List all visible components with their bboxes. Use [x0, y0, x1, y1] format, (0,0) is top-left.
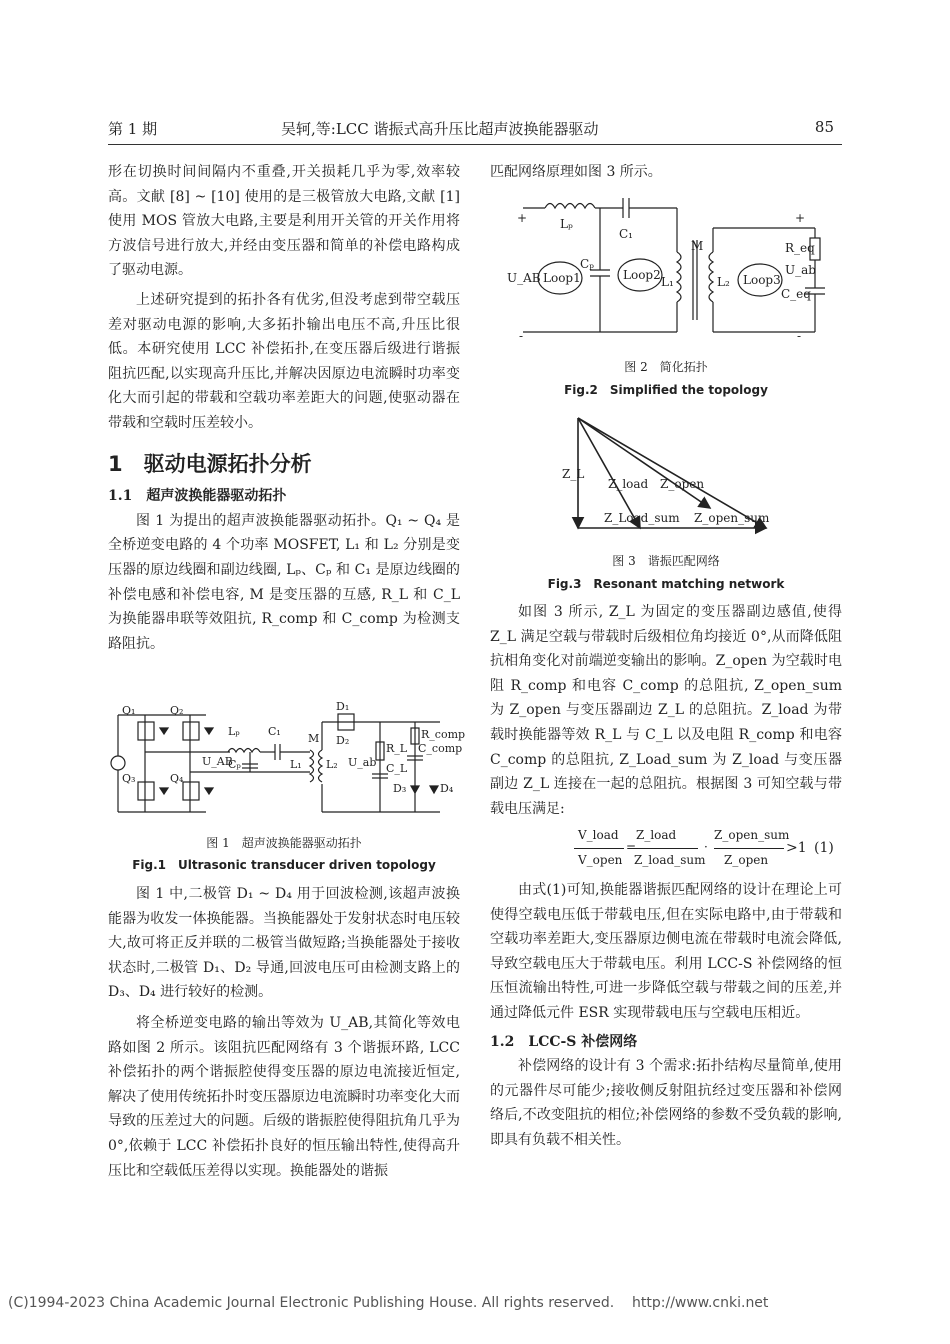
label-loop2: Loop2 — [623, 268, 661, 282]
subsection-heading: 1.2 LCC-S 补偿网络 — [490, 1033, 638, 1050]
label-minus-left: - — [519, 329, 524, 343]
label-l1: L₁ — [290, 758, 302, 771]
copyright-footer — [8, 1295, 768, 1311]
label-rl: R_L — [386, 742, 408, 755]
copyright-text: (C)1994-2023 China Academic Journal Electronic Publishing House. All rights reserved. — [8, 1295, 615, 1311]
label-d2: D₂ — [336, 734, 350, 747]
right-column-top — [490, 160, 842, 185]
eq-gt1: >1 — [786, 840, 807, 856]
label-req: R_eq — [785, 241, 815, 255]
footer-url[interactable]: http://www.cnki.net — [632, 1295, 769, 1311]
fig3-caption-cn: 图 3 谐振匹配网络 — [612, 554, 720, 568]
label-q3: Q₃ — [122, 772, 136, 785]
paragraph: 如图 3 所示, Z_L 为固定的变压器副边感值,使得 Z_L 满足空载与带载时后级相位角均接近 0°,从而降低阻抗相角变化对前端逆变输出的影响。Z_open 为空载时电阻 R_comp 和电容 C_comp 的总阻抗, Z_open_sum 为 Z_open 与变压器副边 Z_L 的总阻抗。Z_load 为带载时换能器等效 R_L 与 C_L 以及电阻 R_comp 和电容 C_comp 的总阻抗, Z_Load_sum 为 Z_load 与变压器副边 Z_L 连接在一起的总阻抗。根据图 3 可知空载与带载电压满足: — [490, 604, 842, 817]
fig1-caption-cn: 图 1 超声波换能器驱动拓扑 — [206, 836, 362, 850]
label-q2: Q₂ — [170, 704, 184, 717]
label-uab: U_AB — [507, 271, 541, 285]
label-lp: Lₚ — [228, 725, 240, 738]
label-m: M — [691, 239, 704, 253]
label-cp: Cₚ — [228, 758, 241, 771]
label-q4: Q₄ — [170, 772, 184, 785]
label-cp: Cₚ — [580, 257, 594, 271]
label-cl: C_L — [386, 762, 408, 775]
eq-dot: · — [704, 840, 708, 854]
label-zopen: Z_open — [660, 477, 705, 491]
right-column-bottom — [490, 878, 842, 1153]
label-q1: Q₁ — [122, 704, 136, 717]
fig2-caption-cn: 图 2 简化拓扑 — [624, 360, 708, 374]
eq-z-load-sum: Z_load_sum — [634, 853, 706, 867]
paragraph: 形在切换时间间隔内不重叠,开关损耗几乎为零,效率较高。文献 [8] ~ [10] 使用的是三极管放大电路,文献 [1] 使用 MOS 管放大电路,主要是利用开关管的开关作用将方波信号进行放大,并经由变压器和简单的补偿电路构成了驱动电源。 — [108, 164, 460, 279]
label-zopen-sum: Z_open_sum — [694, 511, 770, 525]
label-d1: D₁ — [336, 700, 350, 713]
label-zl: Z_L — [562, 467, 585, 481]
label-lp: Lₚ — [560, 217, 573, 231]
page-number: 85 — [814, 118, 834, 136]
paragraph: 匹配网络原理如图 3 所示。 — [490, 164, 662, 180]
label-loop3: Loop3 — [743, 273, 781, 287]
fig1-caption-en: Fig.1 Ultrasonic transducer driven topology — [132, 858, 436, 872]
left-column-bottom — [108, 882, 460, 1183]
label-l2: L₂ — [326, 758, 338, 771]
label-c1: C₁ — [619, 227, 633, 241]
subsection-heading: 1.1 超声波换能器驱动拓扑 — [108, 488, 287, 505]
eq-z-open: Z_open — [724, 853, 769, 867]
label-loop1: Loop1 — [543, 271, 581, 285]
eq-equals: = — [626, 840, 637, 854]
label-d4: D₄ — [440, 782, 454, 795]
paragraph: 图 1 为提出的超声波换能器驱动拓扑。Q₁ ~ Q₄ 是全桥逆变电路的 4 个功率 MOSFET, L₁ 和 L₂ 分别是变压器的原边线圈和副边线圈, Lₚ、Cₚ 和 C₁ 是原边线圈的补偿电感和补偿电容, M 是变压器的互感, R_L 和 C_L 为换能器串联等效阻抗, R_comp 和 C_comp 为检测支路阻抗。 — [108, 512, 460, 652]
header-rule — [108, 144, 842, 145]
label-uab: U_AB — [202, 755, 233, 768]
paragraph: 将全桥逆变电路的输出等效为 U_AB,其简化等效电路如图 2 所示。该阻抗匹配网络有 3 个谐振环路, LCC 补偿拓扑的两个谐振腔使得变压器的原边电流接近恒定,解决了使用传统拓扑时变压器原边电流瞬时功率变化大而导致的压差过大的问题。后级的谐振腔使得阻抗角几乎为 0°,依赖于 LCC 补偿拓扑良好的恒压输出特性,使得高升压比和空载低压差得以实现。换能器处的谐振 — [108, 1014, 460, 1179]
paragraph: 补偿网络的设计有 3 个需求:拓扑结构尽量简单,使用的元器件尽可能少;接收侧反射阻抗经过变压器和补偿网络后,不改变阻抗的相位;补偿网络的参数不受负载的影响,即具有负载不相关性。 — [490, 1058, 842, 1148]
label-uab-small: U_ab — [348, 756, 377, 769]
left-column-top — [108, 160, 460, 656]
equation-number: (1) — [814, 840, 834, 856]
label-minus-right: - — [797, 329, 802, 343]
running-title: 吴轲,等:LCC 谐振式高升压比超声波换能器驱动 — [281, 120, 599, 138]
label-l1: L₁ — [661, 275, 674, 289]
eq-v-load: V_load — [578, 828, 619, 842]
eq-z-load: Z_load — [636, 828, 677, 842]
issue-label: 第 1 期 — [108, 120, 158, 138]
figure-2-circuit — [505, 190, 835, 350]
label-ceq: C_eq — [781, 287, 811, 301]
label-rcomp: R_comp — [421, 728, 466, 741]
paragraph: 由式(1)可知,换能器谐振匹配网络的设计在理论上可使得空载电压低于带载电压,但在实际电路中,由于带载和空载功率差距大,变压器原边侧电流在带载时电流会降低,导致空载电压大于带载电压。利用 LCC-S 补偿网络的恒压恒流输出特性,可进一步降低空载与带载之间的压差,并通过降低元件 ESR 实现带载电压与空载电压相近。 — [490, 882, 842, 1021]
figure-1-circuit — [110, 700, 466, 820]
fig2-caption-en: Fig.2 Simplified the topology — [564, 383, 768, 397]
label-ccomp: C_comp — [418, 742, 463, 755]
label-zload: Z_load — [608, 477, 649, 491]
label-c1: C₁ — [268, 725, 281, 738]
right-column-mid — [490, 600, 842, 821]
label-m: M — [308, 732, 320, 745]
eq-v-open: V_open — [578, 853, 623, 867]
equation-1 — [570, 826, 850, 874]
label-d3: D₃ — [393, 782, 407, 795]
eq-z-open-sum: Z_open_sum — [714, 828, 790, 842]
label-zload-sum: Z_Load_sum — [604, 511, 680, 525]
paragraph: 上述研究提到的拓扑各有优劣,但没考虑到带空载压差对驱动电源的影响,大多拓扑输出电压不高,升压比很低。本研究使用 LCC 补偿拓扑,在变压器后级进行谐振阻抗匹配,以实现高升压比,并解决因原边电流瞬时功率变化大而引起的带载和空载功率差距大的问题,使驱动器在带载和空载时压差较小。 — [108, 291, 460, 431]
running-header — [108, 118, 842, 144]
label-plus-right: + — [795, 211, 806, 225]
section-heading: 1 驱动电源拓扑分析 — [108, 451, 312, 476]
figure-3-vector-diagram — [560, 412, 790, 537]
fig3-caption-en: Fig.3 Resonant matching network — [547, 577, 785, 591]
label-uab-small: U_ab — [785, 263, 816, 277]
paragraph: 图 1 中,二极管 D₁ ~ D₄ 用于回波检测,该超声波换能器为收发一体换能器。当换能器处于发射状态时电压较大,故可将正反并联的二极管当做短路;当换能器处于接收状态时,二极管 D₁、D₂ 导通,回波电压可由检测支路上的 D₃、D₄ 进行较好的检测。 — [108, 886, 460, 1001]
label-l2: L₂ — [717, 275, 730, 289]
label-plus-left: + — [517, 211, 528, 225]
